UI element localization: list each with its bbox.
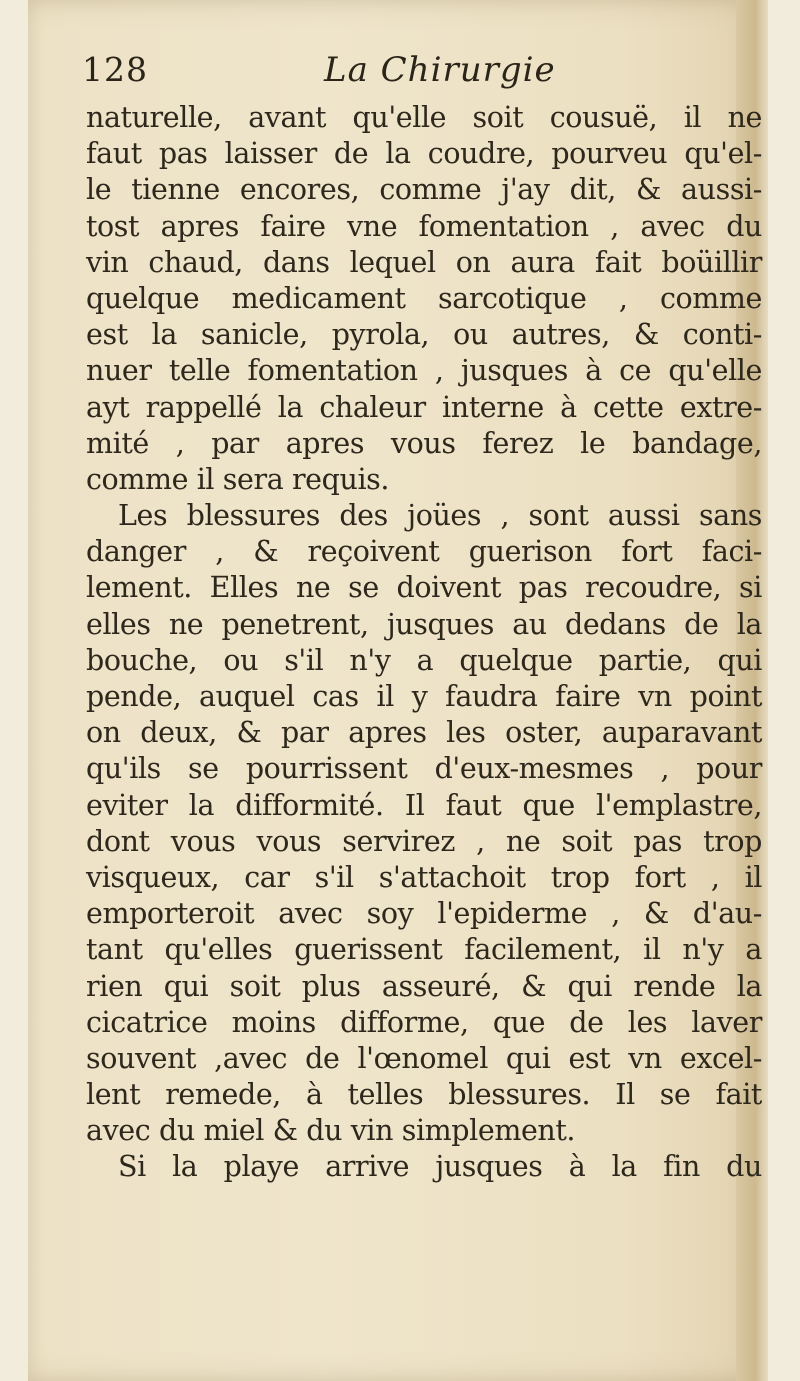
text-line: nuer telle fomentation , jusques à ce qu'elle [86,354,762,388]
paragraph-3 [86,1149,762,1185]
text-line: Si la playe arrive jusques à la fin du [118,1150,762,1184]
text-line: comme il sera requis. [86,462,390,496]
text-line: cicatrice moins difforme, que de les laver [86,1005,762,1039]
body-text [86,100,762,1186]
text-line: danger , & reçoivent guerison fort faci- [86,535,762,569]
text-line: on deux, & par apres les oster, auparavant [86,716,762,750]
paragraph-2 [86,498,762,1149]
text-line: souvent ,avec de l'œnomel qui est vn excel- [86,1041,762,1075]
text-line: lement. Elles ne se doivent pas recoudre, si [86,571,762,605]
text-line: pende, auquel cas il y faudra faire vn point [86,680,762,713]
text-line: le tienne encores, comme j'ay dit, & aussi- [86,173,762,207]
text-line: tost apres faire vne fomentation , avec du [86,209,762,243]
running-title: La Chirurgie [324,50,556,90]
text-line: faut pas laisser de la coudre, pourveu qu'el- [86,137,762,171]
text-line: tant qu'elles guerissent facilement, il n'y a [86,933,762,967]
page-header [74,48,744,96]
text-line: bouche, ou s'il n'y a quelque partie, qui [86,643,762,677]
text-line: visqueux, car s'il s'attachoit trop fort , il [86,860,762,894]
paragraph-1 [86,100,762,498]
text-line: naturelle, avant qu'elle soit cousuë, il ne [86,101,762,134]
text-line: rien qui soit plus asseuré, & qui rende la [86,969,762,1003]
text-line: elles ne penetrent, jusques au dedans de la [86,607,762,641]
text-line: vin chaud, dans lequel on aura fait boüillir [86,245,762,279]
text-line: ayt rappellé la chaleur interne à cette extre- [86,390,762,424]
text-line: Les blessures des joües , sont aussi sans [118,499,762,533]
text-line: eviter la difformité. Il faut que l'emplastre, [86,788,762,822]
text-line: lent remede, à telles blessures. Il se fait [86,1078,762,1112]
text-line: est la sanicle, pyrola, ou autres, & conti- [86,318,762,352]
text-line: qu'ils se pourrissent d'eux-mesmes , pour [86,752,762,786]
text-line: mité , par apres vous ferez le bandage, [86,426,762,460]
text-line: avec du miel & du vin simplement. [86,1114,576,1148]
text-line: dont vous vous servirez , ne soit pas trop [86,824,762,858]
page-number: 128 [82,50,148,89]
text-line: emporteroit avec soy l'epiderme , & d'au- [86,897,762,931]
text-line: quelque medicament sarcotique , comme [86,281,762,315]
